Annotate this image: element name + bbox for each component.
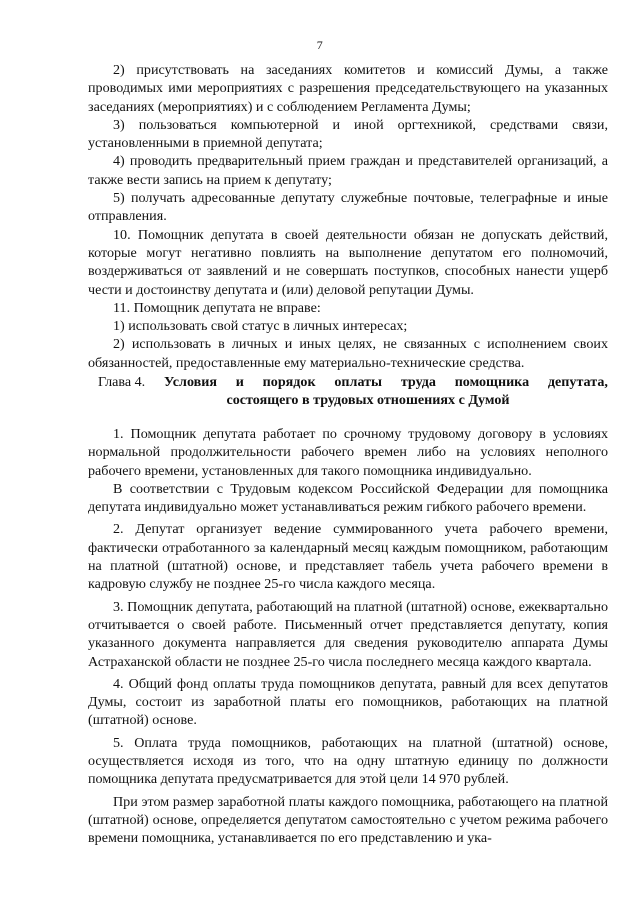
chapter-title-word: порядок [262, 374, 316, 390]
chapter-heading-line-1 [88, 373, 608, 391]
chapter-heading [88, 373, 608, 410]
paragraph: 5. Оплата труда помощников, работающих на платной (штатной) основе, осуществляется исходя из того, что на одну штатную единицу по должности помощника депутата предусматривается для этой цели 14 970 рублей. [88, 734, 608, 788]
paragraph: При этом размер заработной платы каждого помощника, работающего на платной (штатной) основе, определяется депутатом самостоятельно с учетом режима рабочего времени помощника, устанавливается по его представлению и ука- [88, 793, 608, 847]
paragraph: 10. Помощник депутата в своей деятельности обязан не допускать действий, которые могут негативно повлиять на выполнение депутатом его полномочий, воздерживаться от заявлений и не совершать поступков, способных нанести ущерб чести и достоинству депутата и (или) деловой репутации Думы. [88, 226, 608, 298]
chapter-label: Глава 4. [98, 374, 146, 390]
chapter-title-word: труда [400, 374, 436, 390]
chapter-title-word: Условия [163, 374, 218, 390]
paragraph: 3) пользоваться компьютерной и иной оргтехникой, средствами связи, установленными в приемной депутата; [88, 116, 608, 152]
paragraph: 1. Помощник депутата работает по срочному трудовому договору в условиях нормальной продолжительности рабочего времен либо на условиях неполного рабочего времени, установленных для такого помощника индивидуально. [88, 426, 608, 479]
chapter-heading-line-2: состоящего в трудовых отношениях с Думой [226, 392, 510, 409]
paragraph: 5) получать адресованные депутату служебные почтовые, телеграфные и иные отправления. [88, 190, 608, 225]
paragraph: 2) присутствовать на заседаниях комитетов и комиссий Думы, а также проводимых ими мероприятиях с разрешения председательствующего на указанных заседаниях (мероприятиях) и с соблюдением Регламента Думы; [88, 62, 608, 115]
chapter-title-word: депутата, [547, 374, 608, 390]
section-rights-and-duties [88, 61, 608, 372]
paragraph: 2) использовать в личных и иных целях, не связанных с исполнением своих обязанностей, предоставленные ему материально-технические средства. [88, 336, 608, 371]
paragraph: 4) проводить предварительный прием граждан и представителей организаций, а также вести запись на прием к депутату; [88, 153, 608, 188]
paragraph: В соответствии с Трудовым кодексом Российской Федерации для помощника депутата индивидуально может устанавливаться режим гибкого рабочего времени. [88, 480, 608, 516]
paragraph: 3. Помощник депутата, работающий на платной (штатной) основе, ежеквартально отчитывается о своей работе. Письменный отчет представляется депутату, копия указанного документа направляется для сведения руководителю аппарата Думы Астраханской области не позднее 25-го числа последнего месяца каждого квартала. [88, 598, 608, 670]
page-number: 7 [316, 38, 324, 52]
section-remuneration [88, 425, 608, 848]
paragraph: 4. Общий фонд оплаты труда помощников депутата, равный для всех депутатов Думы, состоит из заработной платы его помощников, работающих на платной (штатной) основе. [88, 675, 608, 729]
paragraph: 1) использовать свой статус в личных интересах; [113, 318, 408, 335]
chapter-title-word: оплаты [334, 374, 383, 390]
paragraph: 11. Помощник депутата не вправе: [113, 299, 321, 316]
chapter-title-word: помощника [454, 374, 530, 390]
chapter-title-word: и [235, 374, 244, 390]
paragraph: 2. Депутат организует ведение суммированного учета рабочего времени, фактически отработанного за календарный месяц каждым помощником, работающим на платной (штатной) основе, и представляет табель учета рабочего времени в кадровую службу не позднее 25-го числа каждого месяца. [88, 521, 608, 593]
